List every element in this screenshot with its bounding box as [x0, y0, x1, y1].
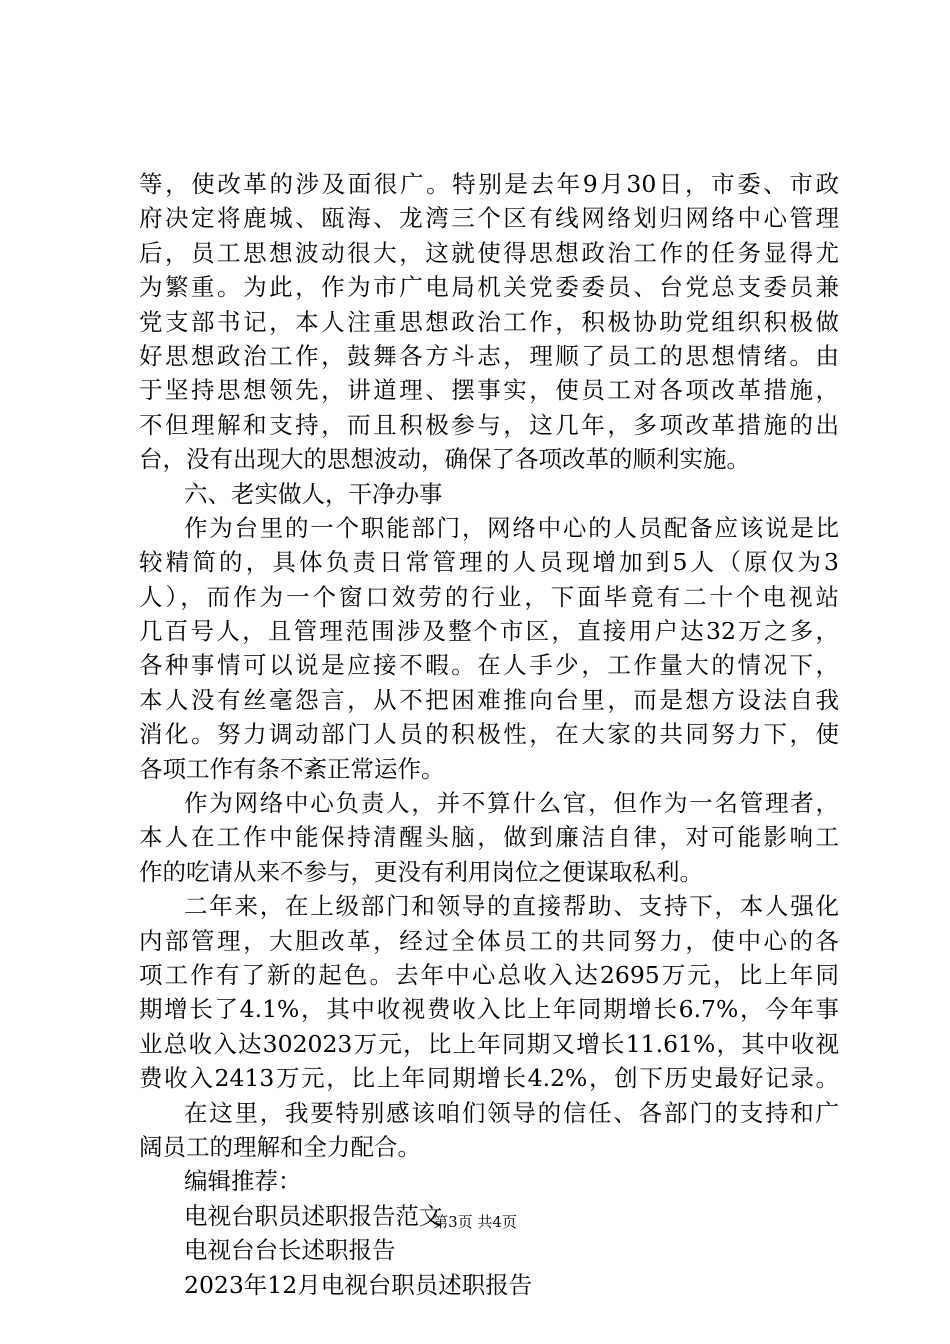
text-line: 几百号人，且管理范围涉及整个市区，直接用户达32万之多， [139, 617, 839, 646]
text-line: 台，没有出现大的思想波动，确保了各项改革的顺利实施。 [139, 445, 750, 474]
text-line: 作的吃请从来不参与，更没有利用岗位之便谋取私利。 [139, 857, 703, 886]
text-line: 作为网络中心负责人，并不算什么官，但作为一名管理者， [184, 789, 839, 818]
text-line: 业总收入达302023万元，比上年同期又增长11.61%，其中收视 [139, 1029, 839, 1058]
text-line: 各项工作有条不紊正常运作。 [139, 754, 445, 783]
text-line: 较精简的，具体负责日常管理的人员现增加到5人（原仅为3 [139, 548, 839, 577]
text-line: 阔员工的理解和全力配合。 [139, 1132, 421, 1161]
text-line: 好思想政治工作，鼓舞各方斗志，理顺了员工的思想情绪。由 [139, 341, 839, 370]
text-line: 府决定将鹿城、瓯海、龙湾三个区有线网络划归网络中心管理 [139, 204, 839, 233]
report-body-text [139, 167, 839, 1302]
text-line: 内部管理，大胆改革，经过全体员工的共同努力，使中心的各 [139, 926, 839, 955]
text-line: 于坚持思想领先，讲道理、摆事实，使员工对各项改革措施， [139, 376, 839, 405]
text-line: 电视台职员述职报告范文 [184, 1201, 443, 1230]
text-line: 六、老实做人，干净办事 [184, 479, 443, 508]
text-line: 费收入2413万元，比上年同期增长4.2%，创下历史最好记录。 [139, 1064, 839, 1093]
text-line: 为繁重。为此，作为市广电局机关党委委员、台党总支委员兼 [139, 273, 839, 302]
text-line: 人），而作为一个窗口效劳的行业，下面毕竟有二十个电视站 [139, 582, 839, 611]
text-line: 二年来，在上级部门和领导的直接帮助、支持下，本人强化 [184, 892, 839, 921]
text-line: 本人在工作中能保持清醒头脑，做到廉洁自律，对可能影响工 [139, 823, 839, 852]
page-footer: 第3页 共4页 [433, 1213, 517, 1231]
text-line: 后，员工思想波动很大，这就使得思想政治工作的任务显得尤 [139, 238, 839, 267]
text-line: 2023年12月电视台职员述职报告 [184, 1270, 533, 1299]
text-line: 消化。努力调动部门人员的积极性，在大家的共同努力下，使 [139, 720, 839, 749]
text-line: 不但理解和支持，而且积极参与，这几年，多项改革措施的出 [139, 410, 839, 439]
text-line: 项工作有了新的起色。去年中心总收入达2695万元，比上年同 [139, 960, 839, 989]
text-line: 电视台台长述职报告 [184, 1236, 396, 1265]
text-line: 等，使改革的涉及面很广。特别是去年9月30日，市委、市政 [139, 170, 839, 198]
text-line: 本人没有丝毫怨言，从不把困难推向台里，而是想方设法自我 [139, 685, 839, 714]
text-line: 期增长了4.1%，其中收视费收入比上年同期增长6.7%，今年事 [139, 995, 839, 1024]
text-line: 党支部书记，本人注重思想政治工作，积极协助党组织积极做 [139, 307, 839, 336]
text-line: 编辑推荐： [184, 1167, 302, 1196]
text-line: 在这里，我要特别感该咱们领导的信任、各部门的支持和广 [184, 1098, 839, 1127]
text-line: 各种事情可以说是应接不暇。在人手少，工作量大的情况下， [139, 651, 839, 680]
text-line: 作为台里的一个职能部门，网络中心的人员配备应该说是比 [184, 513, 839, 542]
